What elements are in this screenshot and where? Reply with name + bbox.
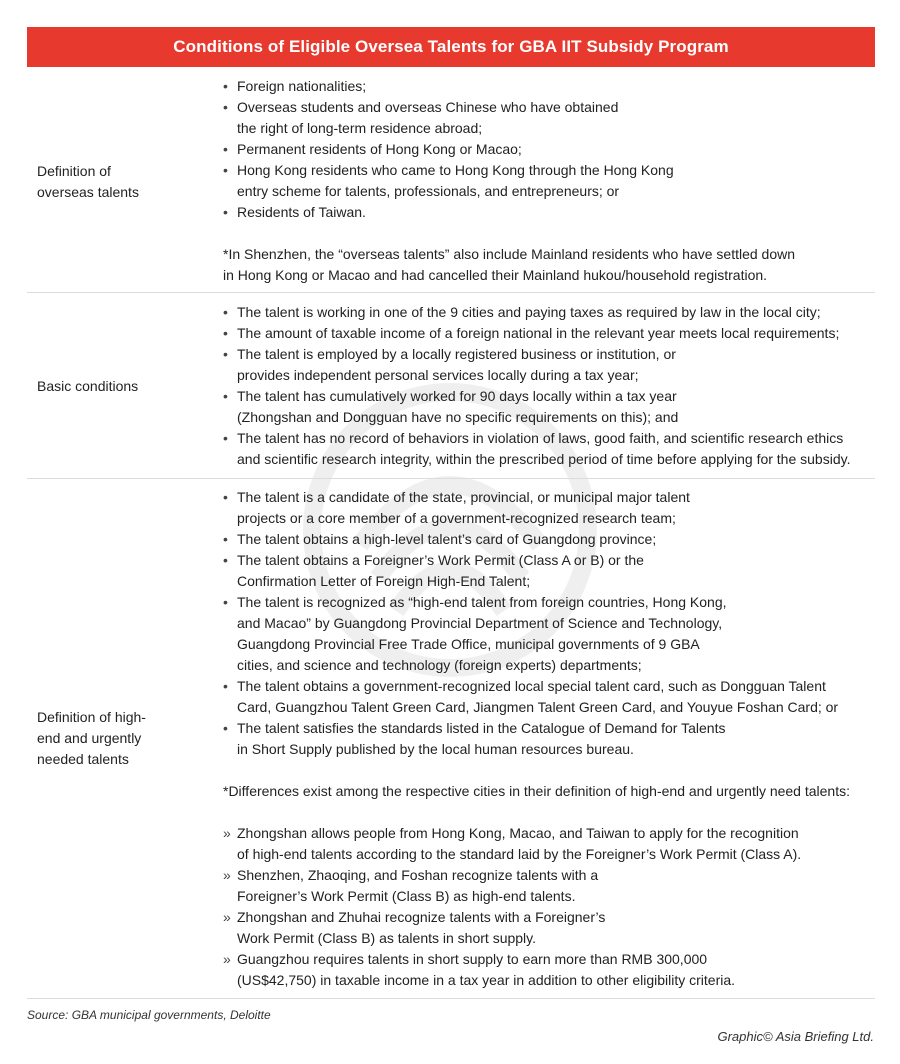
list-item: • The talent is recognized as “high-end talent from foreign countries, Hong Kong, and Macao” by Guangdong Provincial Department of Science and Technology, Guangdong Provincial Free Trade Office, municipal governments of 9 GBA cities, and science and technology (foreign experts) departments;	[223, 594, 727, 673]
bullet-icon: •	[223, 489, 228, 505]
list-item: • The talent obtains a government-recognized local special talent card, such as Dongguan Talent Card, Guangzhou Talent Green Card, Jiangmen Talent Green Card, and Youyue Foshan Card; or	[223, 678, 839, 715]
bullet-icon: •	[223, 430, 228, 446]
source-note: Source: GBA municipal governments, Deloitte	[27, 1008, 271, 1022]
list-item: » Guangzhou requires talents in short supply to earn more than RMB 300,000 (US$42,750) in taxable income in a tax year in addition to other eligibility criteria.	[223, 951, 736, 988]
bullet-icon: •	[223, 141, 228, 157]
bullet-icon: •	[223, 552, 228, 568]
list-item: • The talent is working in one of the 9 cities and paying taxes as required by law in the local city;	[223, 302, 873, 323]
bullet-icon: •	[223, 346, 228, 362]
table-title	[27, 27, 875, 67]
list-item: • The talent is employed by a locally registered business or institution, or provides independent personal services locally during a tax year;	[223, 346, 676, 383]
bullet-icon: •	[223, 99, 228, 115]
bullet-icon: •	[223, 678, 228, 694]
bullet-icon: •	[223, 720, 228, 736]
row-overseas-talents	[27, 67, 875, 293]
footnote: *Differences exist among the respective cities in their definition of high-end and urgently need talents:	[223, 783, 850, 799]
row-basic-conditions	[27, 292, 875, 479]
graphic-credit: Graphic© Asia Briefing Ltd.	[717, 1029, 874, 1044]
list-item: • Hong Kong residents who came to Hong Kong through the Hong Kong entry scheme for talents, professionals, and entrepreneurs; or	[223, 162, 674, 199]
bullet-icon: •	[223, 388, 228, 404]
list-item: • Residents of Taiwan.	[223, 202, 873, 223]
row-content	[223, 302, 873, 470]
list-item: • The talent has cumulatively worked for 90 days locally within a tax year (Zhongshan and Dongguan have no specific requirements on this); and	[223, 388, 679, 425]
bullet-icon: •	[223, 304, 228, 320]
bullet-icon: •	[223, 325, 228, 341]
list-item: • The talent obtains a Foreigner’s Work Permit (Class A or B) or the Confirmation Letter of Foreign High-End Talent;	[223, 552, 644, 589]
chevron-right-icon: »	[223, 909, 231, 925]
chevron-right-icon: »	[223, 951, 231, 967]
footnote: *In Shenzhen, the “overseas talents” also include Mainland residents who have settled down in Hong Kong or Macao and had cancelled their Mainland hukou/household registration.	[223, 246, 796, 283]
criteria-list	[223, 76, 873, 223]
list-item: » Shenzhen, Zhaoqing, and Foshan recognize talents with a Foreigner’s Work Permit (Class B) as high-end talents.	[223, 867, 599, 904]
list-item: • Permanent residents of Hong Kong or Macao;	[223, 139, 873, 160]
table-title-text: Conditions of Eligible Oversea Talents for GBA IIT Subsidy Program	[173, 37, 729, 56]
bullet-icon: •	[223, 78, 228, 94]
bullet-icon: •	[223, 594, 228, 610]
list-item: • The talent obtains a high-level talent’s card of Guangdong province;	[223, 529, 873, 550]
list-item: • The talent has no record of behaviors in violation of laws, good faith, and scientific research ethics and scientific research integrity, within the prescribed period of time before applying for the subsidy.	[223, 430, 851, 467]
row-content	[223, 487, 873, 991]
list-item: • The talent satisfies the standards listed in the Catalogue of Demand for Talents in Short Supply published by the local human resources bureau.	[223, 720, 726, 757]
row-label: Basic conditions	[37, 378, 139, 394]
chevron-right-icon: »	[223, 825, 231, 841]
bullet-icon: •	[223, 162, 228, 178]
row-content	[223, 76, 873, 286]
chevron-right-icon: »	[223, 867, 231, 883]
row-label: Definition of overseas talents	[37, 163, 139, 200]
row-high-end-talents	[27, 478, 875, 999]
bullet-icon: •	[223, 204, 228, 220]
list-item: • The amount of taxable income of a foreign national in the relevant year meets local requirements;	[223, 323, 873, 344]
criteria-list	[223, 302, 873, 470]
list-item: • Overseas students and overseas Chinese who have obtained the right of long-term residence abroad;	[223, 99, 619, 136]
list-item: • Foreign nationalities;	[223, 76, 873, 97]
bullet-icon: •	[223, 531, 228, 547]
list-item: » Zhongshan allows people from Hong Kong, Macao, and Taiwan to apply for the recognition of high-end talents according to the standard laid by the Foreigner’s Work Permit (Class A).	[223, 825, 802, 862]
criteria-list	[223, 487, 873, 760]
list-item: » Zhongshan and Zhuhai recognize talents with a Foreigner’s Work Permit (Class B) as talents in short supply.	[223, 909, 606, 946]
row-label: Definition of high- end and urgently needed talents	[37, 709, 146, 767]
list-item: • The talent is a candidate of the state, provincial, or municipal major talent projects or a core member of a government-recognized research team;	[223, 489, 690, 526]
city-differences-list	[223, 823, 873, 991]
